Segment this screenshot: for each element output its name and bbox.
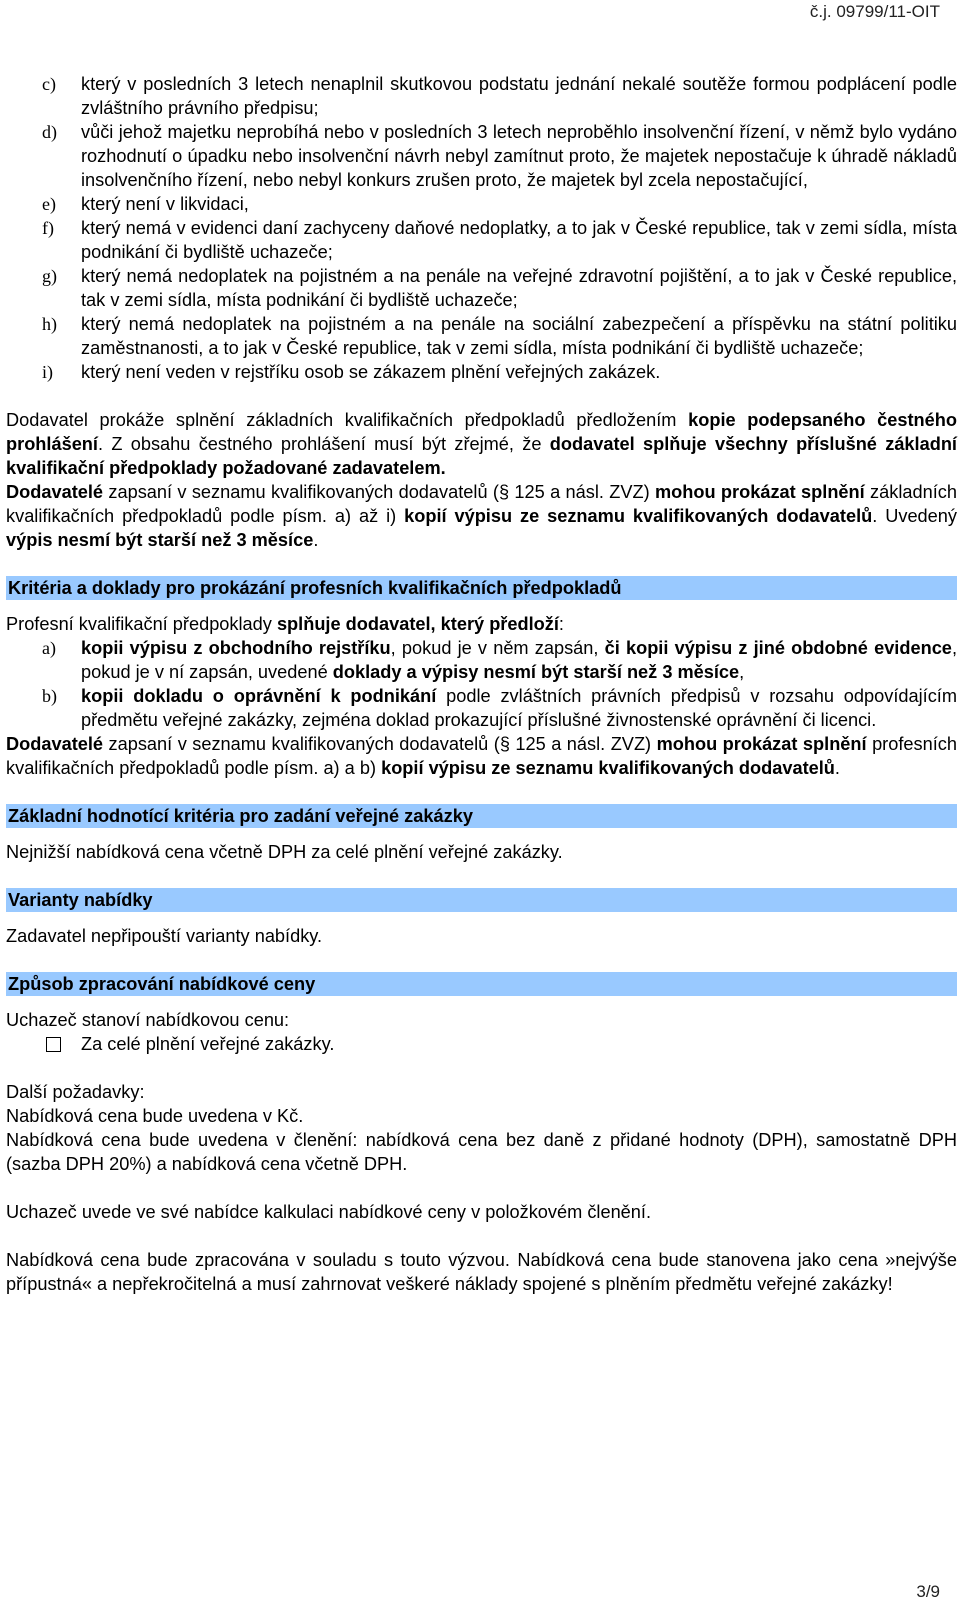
- list-item: [6, 684, 957, 732]
- qualification-list: [6, 72, 957, 384]
- bold-text: splňuje dodavatel, který předloží: [276, 614, 559, 634]
- text: Profesní kvalifikační předpoklady: [6, 614, 277, 634]
- list-marker: h): [42, 314, 57, 334]
- list-marker: e): [42, 194, 56, 214]
- list-item-text: který v posledních 3 letech nenaplnil skutkovou podstatu jednání nekalé soutěže formou podplácení podle zvláštního právního předpisu;: [81, 74, 957, 118]
- bold-text: dodavatel splňuje všechny příslušné základní kvalifikační předpoklady požadované zadavatelem.: [6, 434, 957, 478]
- bold-text: mohou prokázat splnění: [654, 482, 865, 502]
- text: podle zvláštních právních předpisů v rozsahu odpovídajícím předmětu veřejné zakázky, zejména doklad prokazující příslušné živnostenské oprávnění či licenci.: [81, 686, 957, 730]
- list-item: [6, 636, 957, 684]
- price-intro: Uchazeč stanoví nabídkovou cenu:: [6, 1010, 290, 1030]
- list-marker: b): [42, 686, 57, 706]
- section-heading: Varianty nabídky: [6, 888, 957, 912]
- list-marker: g): [42, 266, 57, 286]
- text: Dodavatel prokáže splnění základních kvalifikačních předpokladů předložením: [6, 410, 689, 430]
- bold-text: kopie podepsaného čestného prohlášení: [6, 410, 957, 454]
- checkbox-icon[interactable]: [46, 1037, 61, 1052]
- page-number: 3/9: [916, 1582, 940, 1601]
- list-item: [6, 264, 957, 312]
- list-marker: f): [42, 218, 54, 238]
- variants-text: Zadavatel nepřipouští varianty nabídky.: [6, 926, 323, 946]
- list-item-text: vůči jehož majetku neprobíhá nebo v posledních 3 letech neproběhlo insolvenční řízení, v němž bylo vydáno rozhodnutí o úpadku nebo insolvenční návrh nebyl zamítnut proto, že majetek nepostačuje k úhradě nákladů insolvenčního řízení, nebo nebyl konkurs zrušen proto, že majetek byl zcela nepostačující,: [81, 122, 957, 190]
- basic-qualification-paragraph: [6, 408, 957, 552]
- list-item-text: který nemá nedoplatek na pojistném a na penále na veřejné zdravotní pojištění, a to jak v České republice, tak v zemi sídla, místa podnikání či bydliště uchazeče;: [81, 266, 957, 310]
- calculation-text: Uchazeč uvede ve své nabídce kalkulaci nabídkové ceny v položkovém členění.: [6, 1202, 652, 1222]
- bold-text: kopií výpisu ze seznamu kvalifikovaných dodavatelů: [404, 506, 873, 526]
- text: .: [313, 530, 319, 550]
- bold-text: kopii dokladu o oprávnění k podnikání: [81, 686, 437, 706]
- list-marker: a): [42, 638, 56, 658]
- list-item: [6, 216, 957, 264]
- text: . Z obsahu čestného prohlášení musí být zřejmé, že: [97, 434, 550, 454]
- text: základních kvalifikačních předpokladů podle písm. a) až i): [6, 482, 957, 526]
- list-item-text: který není veden v rejstříku osob se zákazem plnění veřejných zakázek.: [81, 362, 661, 382]
- evaluation-criteria-text: Nejnižší nabídková cena včetně DPH za celé plnění veřejné zakázky.: [6, 842, 563, 862]
- list-item-text: který není v likvidaci,: [81, 194, 249, 214]
- text: profesních kvalifikačních předpokladů podle písm. a) a b): [6, 734, 957, 778]
- bold-text: mohou prokázat splnění: [656, 734, 867, 754]
- list-item: [6, 312, 957, 360]
- document-number: č.j. 09799/11-OIT: [809, 2, 940, 21]
- section-heading: Základní hodnotící kritéria pro zadání veřejné zakázky: [6, 804, 957, 828]
- text: .: [834, 758, 840, 778]
- professional-list: [6, 636, 957, 732]
- other-requirements-label: Další požadavky:: [6, 1082, 145, 1102]
- list-marker: i): [42, 362, 53, 382]
- list-item: [6, 192, 957, 216]
- text: . Uvedený: [872, 506, 957, 526]
- list-item-text: který nemá v evidenci daní zachyceny daňové nedoplatky, a to jak v České republice, tak v zemi sídla, místa podnikání či bydliště uchazeče;: [81, 218, 957, 262]
- list-marker: d): [42, 122, 57, 142]
- bold-text: doklady a výpisy nesmí být starší než 3 měsíce: [332, 662, 740, 682]
- text: ,: [739, 662, 745, 682]
- bold-text: či kopii výpisu z jiné obdobné evidence: [604, 638, 952, 658]
- list-item: [6, 72, 957, 120]
- list-item: [6, 120, 957, 192]
- professional-registered-paragraph: [6, 732, 957, 780]
- bold-text: kopii výpisu z obchodního rejstříku: [81, 638, 391, 658]
- bold-text: výpis nesmí být starší než 3 měsíce: [6, 530, 314, 550]
- section-heading: Způsob zpracování nabídkové ceny: [6, 972, 957, 996]
- text: zapsaní v seznamu kvalifikovaných dodavatelů (§ 125 a násl. ZVZ): [103, 482, 655, 502]
- bold-text: Dodavatelé: [6, 734, 104, 754]
- currency-text: Nabídková cena bude uvedena v Kč.: [6, 1106, 304, 1126]
- bold-text: Dodavatelé: [6, 482, 104, 502]
- price-final-text: Nabídková cena bude zpracována v souladu s touto výzvou. Nabídková cena bude stanovena jako cena »nejvýše přípustná« a nepřekročitelná a musí zahrnovat veškeré náklady spojené s plněním předmětu veřejné zakázky!: [6, 1250, 957, 1294]
- price-breakdown-text: Nabídková cena bude uvedena v členění: nabídková cena bez daně z přidané hodnoty (DPH), samostatně DPH (sazba DPH 20%) a nabídková cena včetně DPH.: [6, 1130, 957, 1174]
- text: , pokud je v ní zapsán, uvedené: [81, 638, 957, 682]
- text: zapsaní v seznamu kvalifikovaných dodavatelů (§ 125 a násl. ZVZ): [103, 734, 657, 754]
- bold-text: kopií výpisu ze seznamu kvalifikovaných dodavatelů: [381, 758, 835, 778]
- text: :: [558, 614, 564, 634]
- section-heading: Kritéria a doklady pro prokázání profesních kvalifikačních předpokladů: [6, 576, 957, 600]
- list-marker: c): [42, 74, 56, 94]
- list-item-text: který nemá nedoplatek na pojistném a na penále na sociální zabezpečení a příspěvku na státní politiku zaměstnanosti, a to jak v České republice, tak v zemi sídla, místa podnikání či bydliště uchazeče;: [81, 314, 957, 358]
- professional-intro: [6, 612, 957, 636]
- price-option: [6, 1032, 957, 1056]
- text: , pokud je v něm zapsán,: [390, 638, 605, 658]
- list-item: [6, 360, 957, 384]
- checkbox-label: Za celé plnění veřejné zakázky.: [81, 1034, 335, 1054]
- document-content: [6, 72, 957, 1296]
